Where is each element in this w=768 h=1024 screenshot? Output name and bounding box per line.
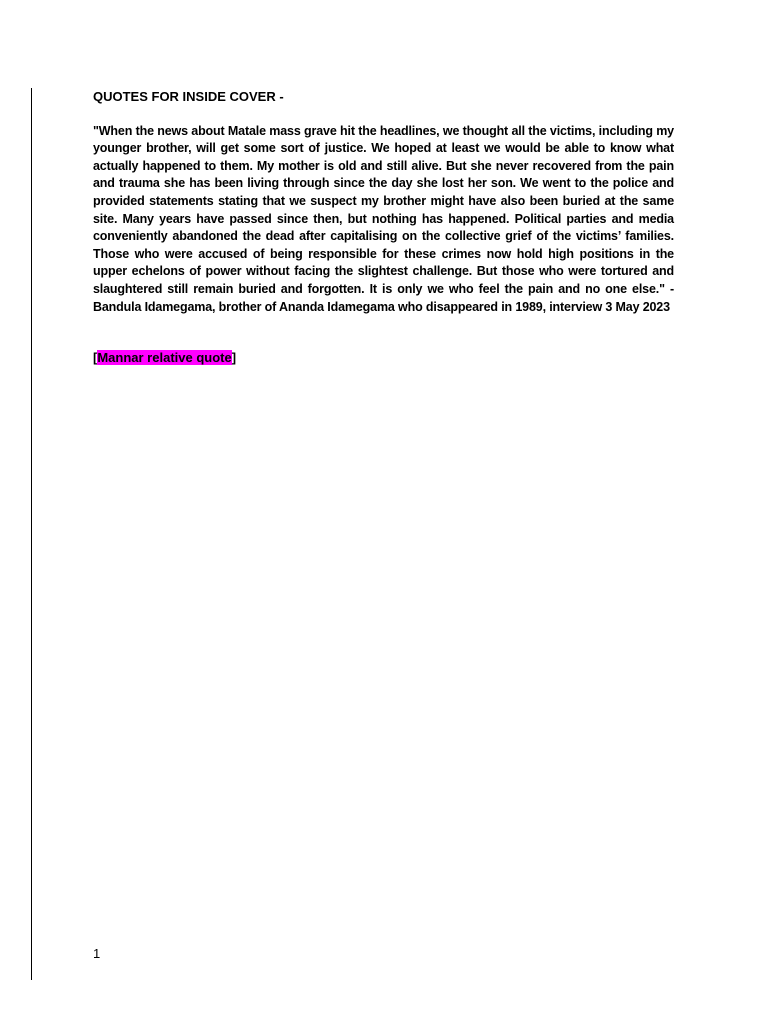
bracket-close: ] bbox=[231, 350, 237, 366]
page-number: 1 bbox=[93, 946, 101, 961]
placeholder-line bbox=[93, 349, 674, 367]
bracket-open: [ bbox=[93, 350, 98, 366]
margin-line bbox=[31, 88, 32, 980]
highlighted-placeholder: Mannar relative quote bbox=[97, 350, 232, 366]
quote-paragraph: "When the news about Matale mass grave hit the headlines, we thought all the victims, including my younger brother, will get some sort of justice. We hoped at least we would be able to know what actually happened to them. My mother is old and still alive. But she never recovered from the pain and trauma she has been living through since the day she lost her son. We went to the police and provided statements stating that we suspect my brother might have also been buried at the same site. Many years have passed since then, but nothing has happened. Political parties and media conveniently abandoned the dead after capitalising on the collective grief of the victims’ families. Those who were accused of being responsible for these crimes now hold high positions in the upper echelons of power without facing the slightest challenge. But those who were tortured and slaughtered still remain buried and forgotten. It is only we who feel the pain and no one else." - Bandula Idamegama, brother of Ananda Idamegama who disappeared in 1989, interview 3 May 2023 bbox=[93, 123, 674, 314]
section-heading: QUOTES FOR INSIDE COVER - bbox=[93, 89, 284, 104]
page-content bbox=[93, 88, 674, 367]
